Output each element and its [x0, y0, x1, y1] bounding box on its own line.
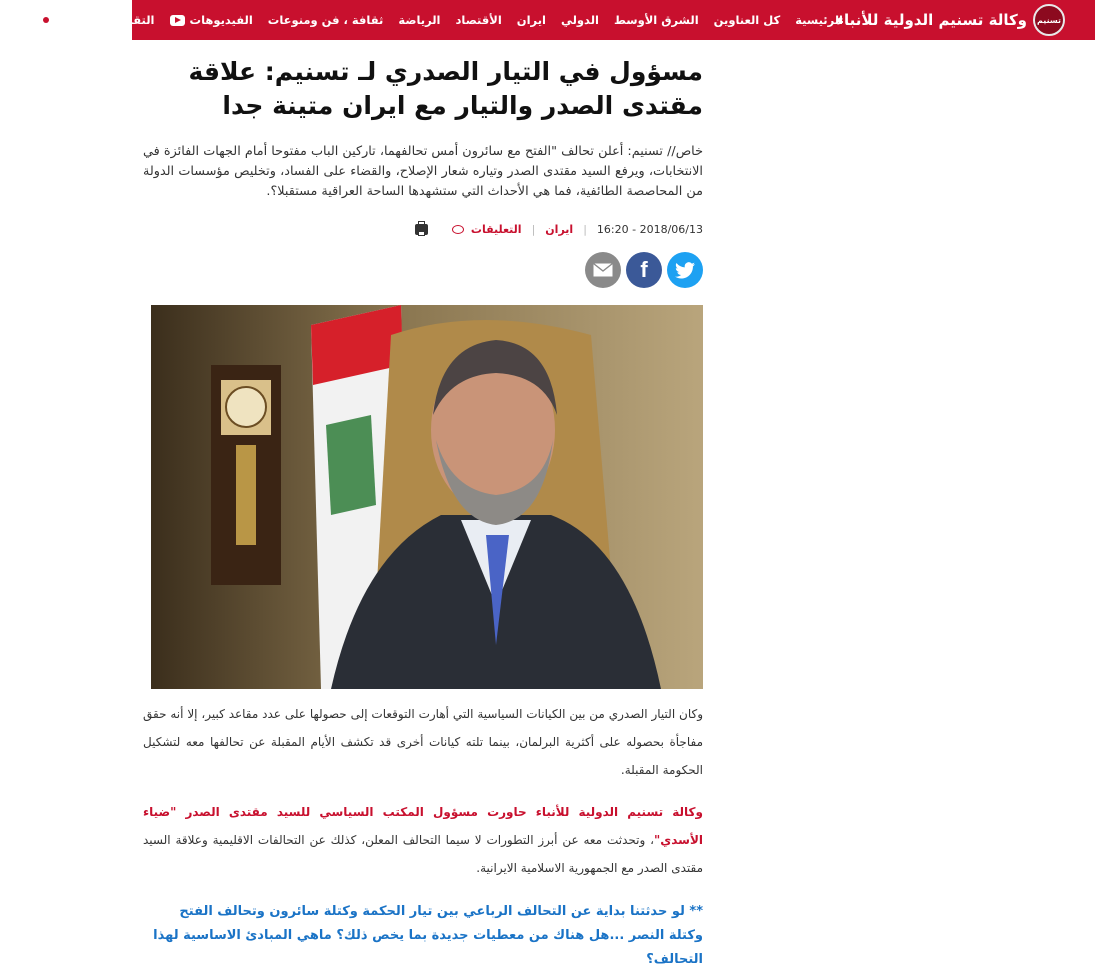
- article-paragraph: [143, 798, 703, 882]
- article-meta: [415, 221, 703, 237]
- article-paragraph: وكان التيار الصدري من بين الكيانات السياسية التي أهارت التوقعات إلى حصولها على عدد مقاعد كبير، إلا أنه حقق مفاجأة بحصوله على أكثرية البرلمان، بينما تلته كيانات أخرى قد تكشف الأيام المقبلة عن تحالفها معه لتشكيل الحكومة المقبلة.: [143, 707, 703, 777]
- nav-item-videos[interactable]: الفيديوهات: [170, 13, 253, 27]
- meta-divider: |: [531, 222, 536, 236]
- main-nav: [0, 0, 843, 40]
- site-name: وكالة تسنيم الدولية للأنباء: [836, 11, 1027, 29]
- nav-item-truncated[interactable]: الفر: [0, 13, 24, 27]
- facebook-share-button[interactable]: [626, 252, 662, 288]
- nav-item-international[interactable]: الدولي: [560, 13, 599, 27]
- article-lead: خاص// تسنيم: أعلن تحالف "الفتح مع سائرون أمس تحالفهما، تاركين الباب مفتوحا أمام الجهات الفائزة في الانتخابات، ويرفع السيد مقتدى الصدر وتياره شعار الإصلاح، والقضاء على الفساد، وتخليص مؤسسات الدولة من المحاصصة الطائفية، فما هي الأحداث التي ستشهدها الساحة العراقية مستقبلا؟.: [143, 144, 703, 199]
- article-headline: مسؤول في التيار الصدري لـ تسنيم: علاقة مقتدى الصدر والتيار مع ايران متينة جدا: [188, 57, 703, 120]
- comments-link[interactable]: التعليقات: [452, 223, 522, 236]
- facebook-icon: f: [640, 257, 648, 282]
- top-nav-bar: [0, 0, 1095, 40]
- nav-item-culture[interactable]: ثقافة ، فن ومنوعات: [267, 13, 384, 27]
- site-logo[interactable]: [836, 4, 1065, 36]
- nav-item-middle-east[interactable]: الشرق الأوسط: [613, 13, 699, 27]
- category-link[interactable]: ايران: [545, 222, 574, 236]
- email-share-button[interactable]: [585, 252, 621, 288]
- nav-item-home[interactable]: الرئيسية: [795, 13, 843, 27]
- nav-item-photo-reports[interactable]: التقارير المصورة: [39, 13, 155, 27]
- nav-item-iran[interactable]: ايران: [516, 13, 546, 27]
- comment-icon: [452, 225, 464, 234]
- email-icon: [593, 263, 613, 277]
- play-icon: [170, 15, 185, 26]
- twitter-icon: [675, 262, 695, 279]
- interview-question: ** لو حدثتنا بداية عن التحالف الرباعي بين تيار الحكمة وكتلة سائرون وتحالف الفتح وكتلة النصر ...هل هناك من معطيات جديدة بما يخص ذلك؟ ماهي المبادئ الاساسية لهذا التحالف؟: [153, 904, 703, 967]
- nav-item-all-headlines[interactable]: كل العناوين: [713, 13, 781, 27]
- logo-mark-text: تسنيم: [1037, 15, 1061, 25]
- meta-divider: |: [583, 222, 587, 236]
- nav-item-economy[interactable]: الأقتصاد: [455, 13, 502, 27]
- article-date: 2018/06/13 - 16:20: [596, 222, 703, 236]
- interview-intro-highlight: وكالة تسنيم الدولية للأنباء حاورت مسؤول المكتب السياسي للسيد مقتدى الصدر "ضياء الأسدي": [143, 805, 703, 847]
- share-buttons: [585, 252, 703, 288]
- camera-icon: [39, 15, 54, 26]
- interview-intro-text: ، وتحدثت معه عن أبرز التطورات لا سيما التحالف المعلن، كذلك عن التحالفات الاقليمية وعلاقة السيد مقتدى الصدر مع الجمهورية الاسلامية الايرانية.: [143, 833, 703, 875]
- article-photo: [151, 305, 703, 689]
- print-icon[interactable]: [415, 224, 428, 235]
- twitter-share-button[interactable]: [667, 252, 703, 288]
- tasnim-logo-icon: [1033, 4, 1065, 36]
- nav-item-sports[interactable]: الرياضة: [398, 13, 441, 27]
